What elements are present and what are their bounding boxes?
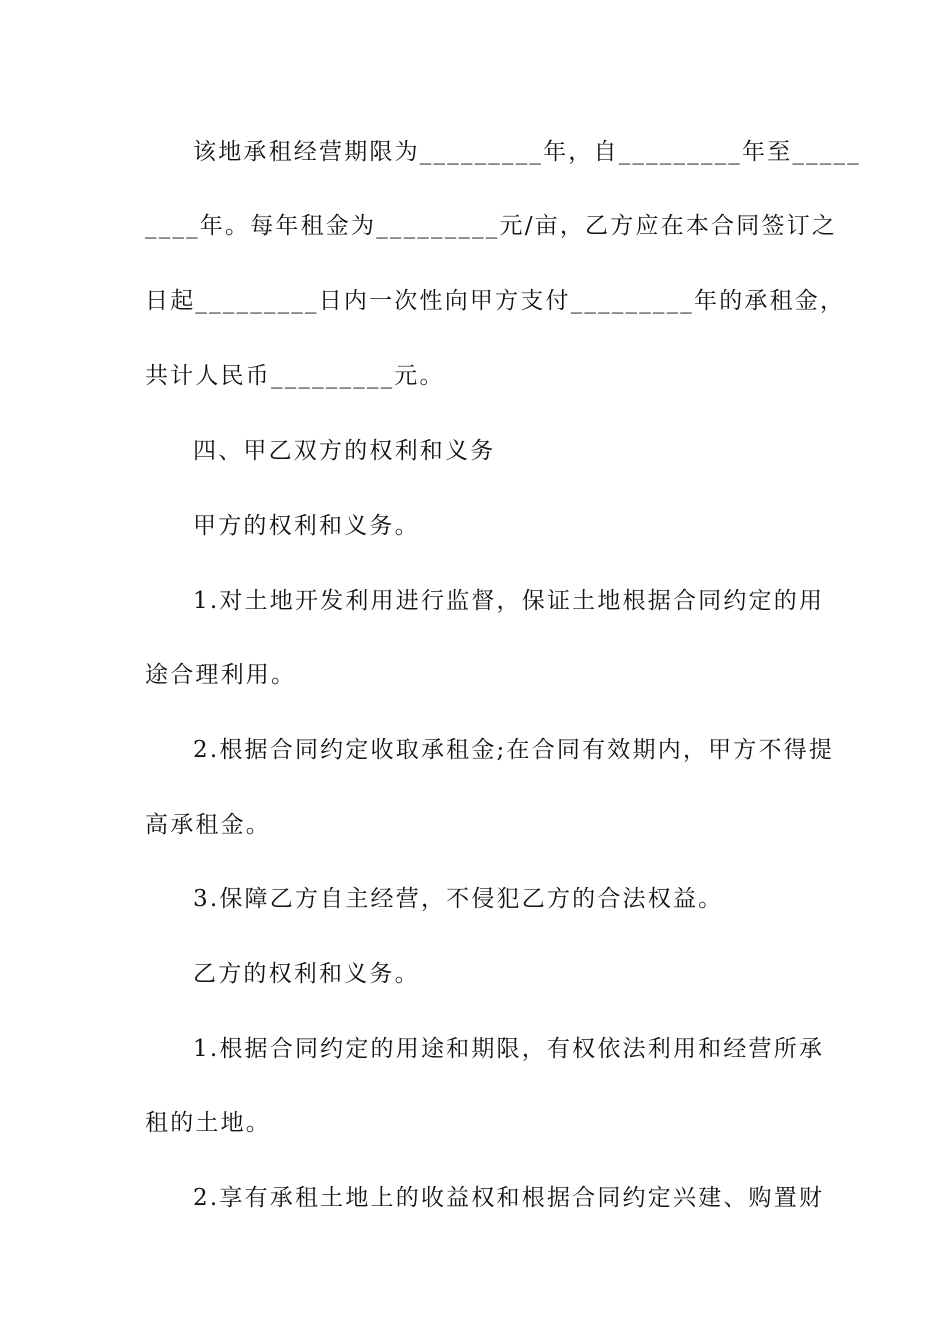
party-a-item-2-cont: 高承租金。 bbox=[145, 812, 271, 838]
party-a-item-2: 2.根据合同约定收取承租金;在合同有效期内，甲方不得提 bbox=[193, 737, 835, 763]
party-a-item-1: 1.对土地开发利用进行监督，保证土地根据合同约定的用 bbox=[193, 588, 825, 614]
party-a-item-3: 3.保障乙方自主经营，不侵犯乙方的合法权益。 bbox=[193, 886, 724, 912]
text-line-payment-deadline: 日起_________日内一次性向甲方支付_________年的承租金， bbox=[145, 288, 846, 314]
text-line-annual-rent: ____年。每年租金为_________元/亩，乙方应在本合同签订之 bbox=[145, 213, 838, 239]
party-b-item-2: 2.享有承租土地上的收益权和根据合同约定兴建、购置财 bbox=[193, 1185, 825, 1211]
subheading-party-a: 甲方的权利和义务。 bbox=[193, 513, 420, 539]
text-line-total-amount: 共计人民币_________元。 bbox=[145, 363, 445, 389]
section-heading-rights-obligations: 四、甲乙双方的权利和义务 bbox=[193, 438, 496, 464]
party-b-item-1-cont: 租的土地。 bbox=[145, 1110, 271, 1136]
party-a-item-1-cont: 途合理利用。 bbox=[145, 662, 297, 688]
party-b-item-1: 1.根据合同约定的用途和期限，有权依法利用和经营所承 bbox=[193, 1036, 825, 1062]
text-line-lease-term: 该地承租经营期限为_________年，自_________年至_____ bbox=[193, 139, 861, 165]
subheading-party-b: 乙方的权利和义务。 bbox=[193, 961, 420, 987]
